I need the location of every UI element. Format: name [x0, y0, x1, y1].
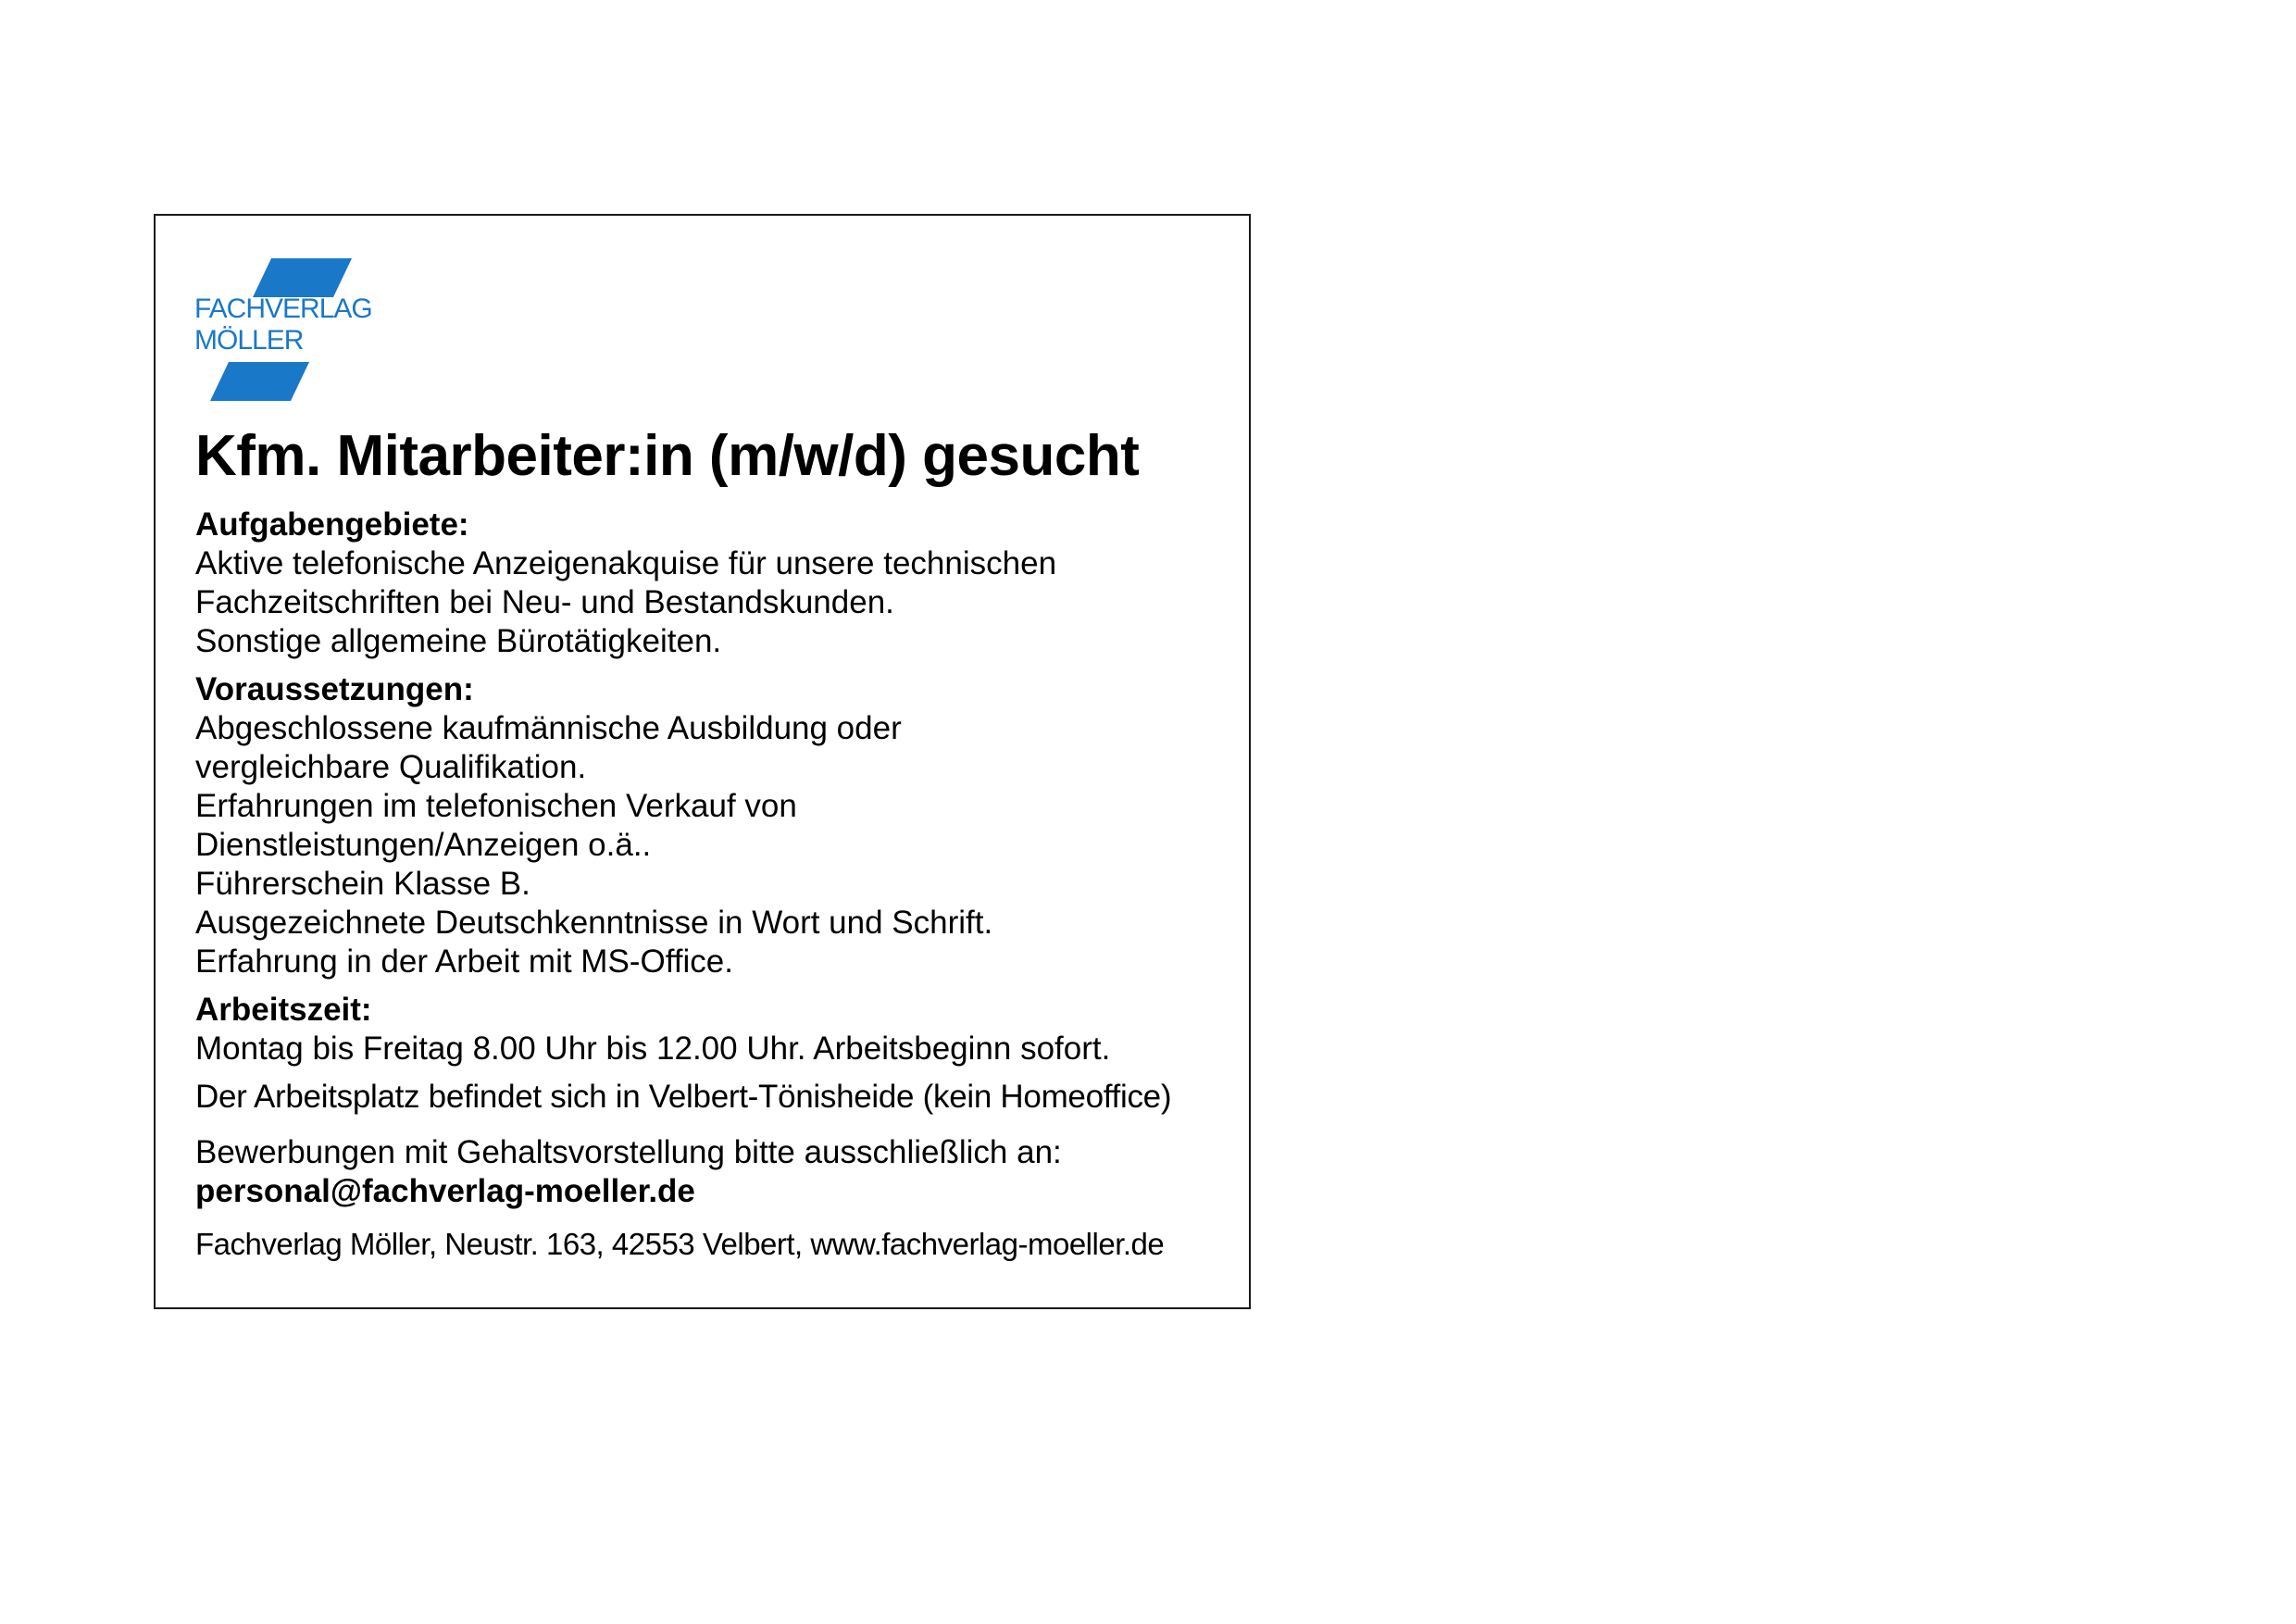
logo-bottom-stripe — [210, 362, 309, 401]
job-ad-box — [154, 214, 1251, 1309]
text-line: Führerschein Klasse B. — [195, 866, 530, 902]
logo-line-1: FACHVERLAG — [194, 294, 372, 324]
logo-line-2: MÖLLER — [194, 325, 304, 356]
section-heading: Voraussetzungen: — [195, 671, 474, 707]
text-line: Aktive telefonische Anzeigenakquise für unsere technischen — [195, 545, 1057, 581]
logo-wordmark — [194, 294, 372, 356]
text-line: Erfahrungen im telefonischen Verkauf von — [195, 788, 797, 824]
text-line: Abgeschlossene kaufmännische Ausbildung oder — [195, 710, 902, 746]
application-text: Bewerbungen mit Gehaltsvorstellung bitte ausschließlich an: — [195, 1134, 1062, 1170]
workplace-location: Der Arbeitsplatz befindet sich in Velbert-Tönisheide (kein Homeoffice) — [195, 1079, 1172, 1115]
section-heading: Arbeitszeit: — [195, 992, 372, 1028]
text-line: Montag bis Freitag 8.00 Uhr bis 12.00 Uhr. Arbeitsbeginn sofort. — [195, 1031, 1111, 1067]
ad-content — [195, 424, 1223, 1263]
text-line: Sonstige allgemeine Bürotätigkeiten. — [195, 623, 722, 659]
section-requirements — [195, 670, 1223, 981]
section-working-hours — [195, 991, 1223, 1068]
section-heading: Aufgabengebiete: — [195, 506, 469, 543]
text-line: vergleichbare Qualifikation. — [195, 749, 587, 785]
text-line: Ausgezeichnete Deutschkenntnisse in Wort und Schrift. — [195, 905, 993, 941]
text-line: Fachzeitschriften bei Neu- und Bestandskunden. — [195, 584, 894, 620]
company-logo — [193, 255, 387, 403]
application-email-link[interactable]: personal@fachverlag-moeller.de — [195, 1173, 695, 1209]
text-line: Dienstleistungen/Anzeigen o.ä.. — [195, 827, 652, 863]
application-block — [195, 1133, 1223, 1211]
section-tasks — [195, 506, 1223, 661]
logo-top-stripe — [253, 258, 352, 297]
text-line: Erfahrung in der Arbeit mit MS-Office. — [195, 943, 733, 980]
company-address-footer: Fachverlag Möller, Neustr. 163, 42553 Velbert, www.fachverlag-moeller.de — [195, 1227, 1165, 1261]
job-title: Kfm. Mitarbeiter:in (m/w/d) gesucht — [195, 424, 1140, 488]
